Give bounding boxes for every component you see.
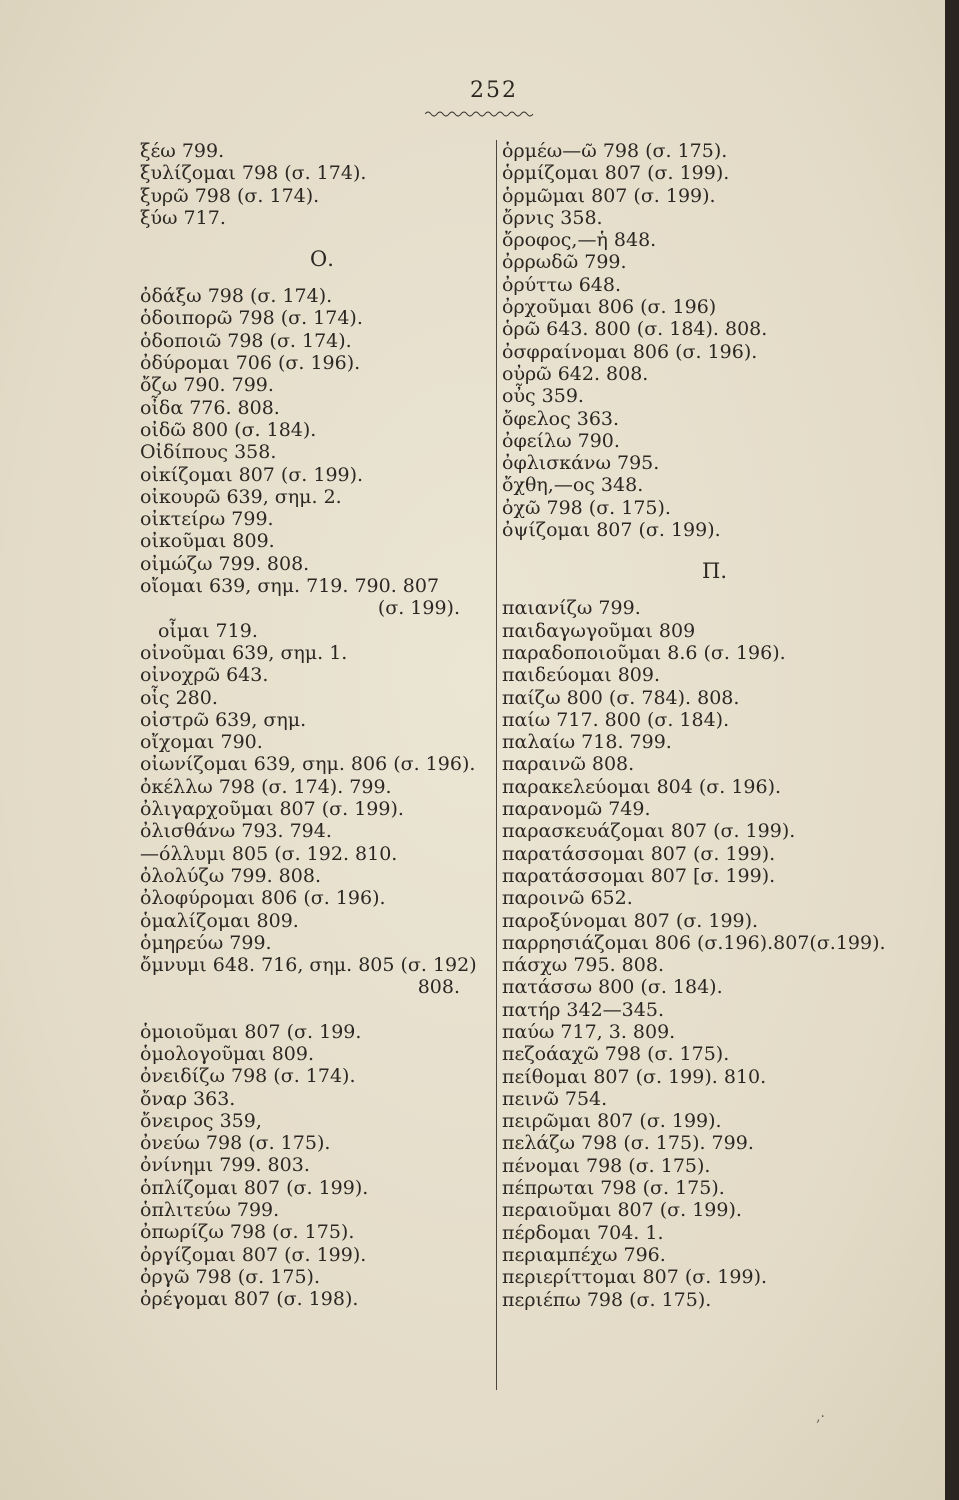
index-entry: οἴχομαι 790.: [140, 731, 263, 754]
index-entry: πάσχω 795. 808.: [502, 954, 664, 977]
index-entry: πένομαι 798 (σ. 175).: [502, 1154, 711, 1177]
index-entry: ὄχθη,—ος 348.: [502, 474, 644, 497]
index-entry: οἰκτείρω 799.: [140, 508, 274, 531]
index-entry: παρακελεύομαι 804 (σ. 196).: [502, 775, 782, 798]
index-entry: ὁρμίζομαι 807 (σ. 199).: [502, 162, 730, 185]
index-entry: ὀνεύω 798 (σ. 175).: [140, 1132, 331, 1155]
page-number: 252: [470, 78, 518, 103]
index-entry: πεζοάαχῶ 798 (σ. 175).: [502, 1043, 730, 1066]
right-entries-b: [502, 597, 886, 1311]
index-entry: παιδαγωγοῦμαι 809: [502, 619, 696, 642]
index-entry-continuation: 808.: [417, 976, 460, 999]
index-entry: οἷς 280.: [140, 686, 218, 709]
section-heading-omicron: Ο.: [310, 247, 334, 272]
right-column: [502, 140, 886, 1311]
index-entry: οἰμώζω 799. 808.: [140, 552, 310, 575]
index-entry: περαιοῦμαι 807 (σ. 199).: [502, 1199, 742, 1222]
left-entries-b: [140, 285, 500, 597]
index-entry: ὀλοφύρομαι 806 (σ. 196).: [140, 887, 386, 910]
index-entry: πεινῶ 754.: [502, 1087, 608, 1110]
index-entry: παρανομῶ 749.: [502, 798, 651, 821]
index-entry: παρρησιάζομαι 806 (σ.196).807(σ.199).: [502, 931, 886, 954]
index-entry: ὁρμέω—ῶ 798 (σ. 175).: [502, 140, 728, 162]
page-edge: [945, 0, 959, 1500]
index-entry: ὀνειδίζω 798 (σ. 174).: [140, 1065, 356, 1088]
index-entry: ὁπλιτεύω 799.: [140, 1199, 280, 1222]
index-entry: ὁπλίζομαι 807 (σ. 199).: [140, 1176, 369, 1199]
index-entry: πελάζω 798 (σ. 175). 799.: [502, 1132, 754, 1155]
index-entry: πείθομαι 807 (σ. 199). 810.: [502, 1065, 767, 1088]
right-entries-a: [502, 140, 842, 541]
index-entry: ξέω 799.: [140, 140, 225, 162]
index-entry: παίζω 800 (σ. 784). 808.: [502, 686, 740, 709]
index-entry: ὁμολογοῦμαι 809.: [140, 1042, 315, 1065]
index-entry: παύω 717, 3. 809.: [502, 1020, 676, 1043]
index-entry: οἰνοῦμαι 639, σημ. 1.: [140, 641, 348, 664]
index-entry: ὄροφος,—ἡ 848.: [502, 229, 657, 252]
index-entry: ὄρνις 358.: [502, 206, 603, 229]
index-entry: οἶμαι 719.: [158, 619, 258, 642]
index-entry: ὀρρωδῶ 799.: [502, 251, 627, 274]
index-entry: ὁρῶ 643. 800 (σ. 184). 808.: [502, 318, 768, 341]
index-entry: οἰωνίζομαι 639, σημ. 806 (σ. 196).: [140, 753, 476, 776]
index-entry: παιανίζω 799.: [502, 597, 641, 620]
index-entry: ὀνίνημι 799. 803.: [140, 1154, 310, 1177]
index-entry: ὀκέλλω 798 (σ. 174). 799.: [140, 775, 392, 798]
index-entry: οἰκουρῶ 639, σημ. 2.: [140, 485, 342, 508]
index-entry: παροινῶ 652.: [502, 887, 633, 910]
index-entry: ὀργίζομαι 807 (σ. 199).: [140, 1243, 367, 1266]
index-entry: ὄμνυμι 648. 716, σημ. 805 (σ. 192): [140, 954, 477, 977]
index-entry: ὀχῶ 798 (σ. 175).: [502, 496, 671, 519]
index-entry: περιαμπέχω 796.: [502, 1243, 666, 1266]
index-entry: οὐρῶ 642. 808.: [502, 362, 649, 385]
index-entry: ὀψίζομαι 807 (σ. 199).: [502, 519, 721, 542]
index-entry: παρασκευάζομαι 807 (σ. 199).: [502, 820, 796, 843]
index-entry: ξυλίζομαι 798 (σ. 174).: [140, 162, 367, 185]
header-ornament: [425, 110, 535, 118]
index-entry: οἰδῶ 800 (σ. 184).: [140, 418, 317, 441]
index-entry: πέπρωται 798 (σ. 175).: [502, 1177, 725, 1200]
index-entry: ὄνειρος 359,: [140, 1109, 262, 1132]
index-entry: οἰκοῦμαι 809.: [140, 530, 275, 553]
index-entry: ὁδοποιῶ 798 (σ. 174).: [140, 329, 352, 352]
index-entry: ὁμαλίζομαι 809.: [140, 909, 299, 932]
index-entry: οὖς 359.: [502, 385, 584, 408]
index-entry: ὀρέγομαι 807 (σ. 198).: [140, 1288, 359, 1311]
index-entry: περιερίττομαι 807 (σ. 199).: [502, 1266, 768, 1289]
index-entry: παλαίω 718. 799.: [502, 731, 672, 754]
index-entry: —όλλυμι 805 (σ. 192. 810.: [140, 842, 398, 865]
index-entry: παραινῶ 808.: [502, 753, 635, 776]
index-entry: ὀδύρομαι 706 (σ. 196).: [140, 352, 361, 375]
index-entry: οἰκίζομαι 807 (σ. 199).: [140, 463, 364, 486]
index-entry: πειρῶμαι 807 (σ. 199).: [502, 1110, 722, 1133]
index-entry: ὀλολύζω 799. 808.: [140, 864, 321, 887]
index-entry-continuation: (σ. 199).: [377, 597, 460, 620]
index-entry: οἴομαι 639, σημ. 719. 790. 807: [140, 575, 440, 598]
index-entry: παίω 717. 800 (σ. 184).: [502, 708, 730, 731]
index-entry: ὁρμῶμαι 807 (σ. 199).: [502, 184, 716, 207]
index-entry: ὀρύττω 648.: [502, 273, 622, 296]
spacer: [140, 999, 500, 1021]
index-entry: ὀργῶ 798 (σ. 175).: [140, 1265, 320, 1288]
index-entry: ὀπωρίζω 798 (σ. 175).: [140, 1221, 355, 1244]
index-entry: ὄζω 790. 799.: [140, 374, 274, 397]
left-entries-a: [140, 140, 500, 229]
index-entry: Οἰδίπους 358.: [140, 441, 277, 464]
index-entry: ὁμηρεύω 799.: [140, 931, 272, 954]
index-entry: πέρδομαι 704. 1.: [502, 1221, 664, 1244]
index-entry: παιδεύομαι 809.: [502, 664, 661, 687]
index-entry: περιέπω 798 (σ. 175).: [502, 1288, 712, 1311]
ink-mark: ,·: [816, 1409, 825, 1425]
left-entries-c: [140, 620, 500, 977]
left-entries-d: [140, 1021, 500, 1311]
section-heading-pi: Π.: [702, 559, 727, 584]
index-entry: ὁμοιοῦμαι 807 (σ. 199.: [140, 1020, 362, 1043]
index-entry: ὄναρ 363.: [140, 1087, 236, 1110]
index-entry: ὀφλισκάνω 795.: [502, 452, 660, 475]
index-entry: οἰστρῶ 639, σημ.: [140, 708, 307, 731]
index-entry: ὀρχοῦμαι 806 (σ. 196): [502, 296, 717, 319]
left-column: [140, 140, 500, 1311]
index-entry: παρατάσσομαι 807 [σ. 199).: [502, 864, 776, 887]
index-entry: πατάσσω 800 (σ. 184).: [502, 976, 723, 999]
index-entry: παροξύνομαι 807 (σ. 199).: [502, 909, 759, 932]
index-entry: ξύω 717.: [140, 206, 226, 229]
index-entry: ὀλιγαρχοῦμαι 807 (σ. 199).: [140, 798, 404, 821]
index-entry: παρατάσσομαι 807 (σ. 199).: [502, 842, 776, 865]
index-entry: ὀσφραίνομαι 806 (σ. 196).: [502, 340, 758, 363]
index-entry: ὀλισθάνω 793. 794.: [140, 820, 332, 843]
index-entry: ὁδοιπορῶ 798 (σ. 174).: [140, 307, 363, 330]
index-entry: ὀδάξω 798 (σ. 174).: [140, 285, 333, 308]
index-entry: οἰνοχρῶ 643.: [140, 664, 269, 687]
index-entry: παραδοποιοῦμαι 8.6 (σ. 196).: [502, 641, 786, 664]
index-entry: ὀφείλω 790.: [502, 429, 620, 452]
index-entry: ξυρῶ 798 (σ. 174).: [140, 184, 320, 207]
index-entry: ὄφελος 363.: [502, 407, 620, 430]
index-entry: πατήρ 342—345.: [502, 998, 664, 1021]
index-entry: οἶδα 776. 808.: [140, 396, 280, 419]
